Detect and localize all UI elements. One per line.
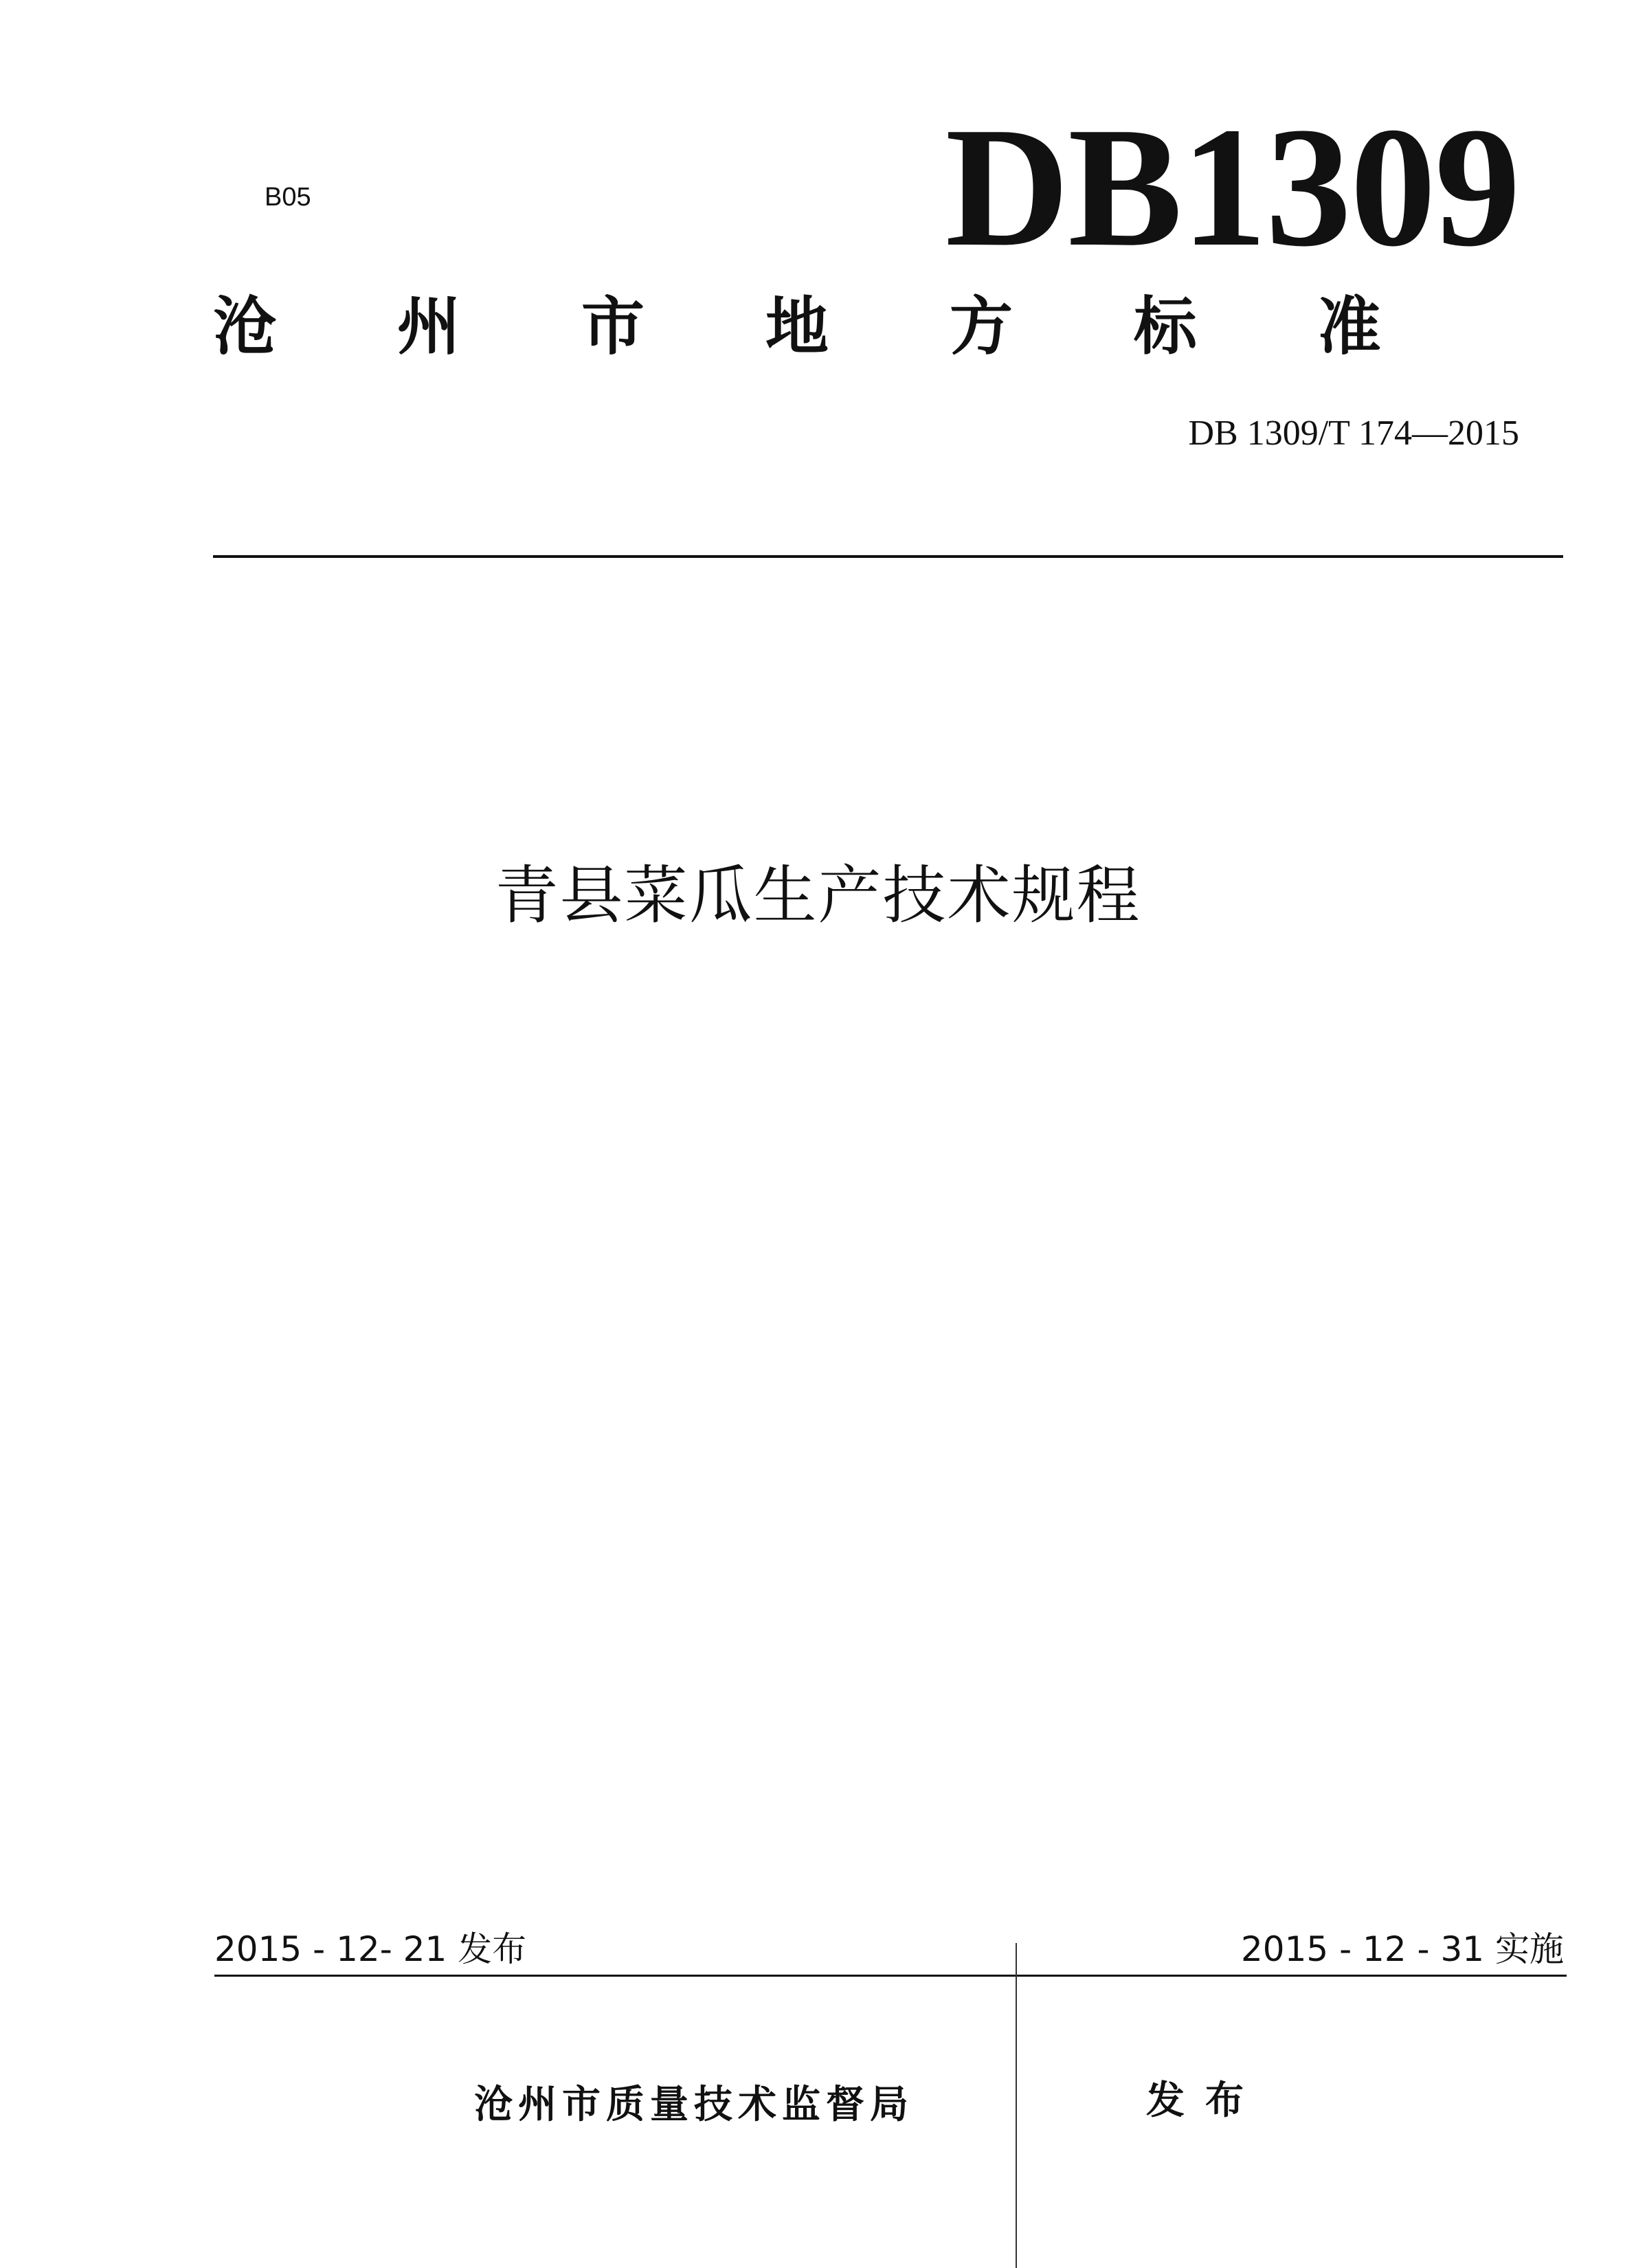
standard-type-char: 标 (1133, 290, 1197, 363)
standard-type-char: 准 (1317, 290, 1381, 363)
standard-mark: DB1309 (945, 92, 1519, 282)
standard-type (213, 290, 1381, 363)
standard-type-char: 地 (765, 290, 829, 363)
issuing-authority: 沧州市质量技术监督局 (474, 2082, 914, 2127)
document-title: 青县菜瓜生产技术规程 (495, 859, 1141, 932)
standard-type-char: 方 (949, 290, 1013, 363)
standard-type-char: 市 (581, 290, 645, 363)
classification-code: B05 (265, 183, 311, 212)
footer-divider (214, 1975, 1567, 1977)
header-divider (213, 555, 1563, 558)
standard-type-char: 州 (396, 290, 460, 363)
scan-artifact-line (1016, 1943, 1017, 2268)
standard-type-char: 沧 (213, 290, 277, 363)
implementation-date: 2015 - 12 - 31 实施 (1240, 1929, 1564, 1969)
standard-number: DB 1309/T 174—2015 (1188, 414, 1519, 453)
issue-action: 发布 (1146, 2078, 1264, 2123)
issue-date: 2015 - 12- 21 发布 (214, 1929, 527, 1969)
